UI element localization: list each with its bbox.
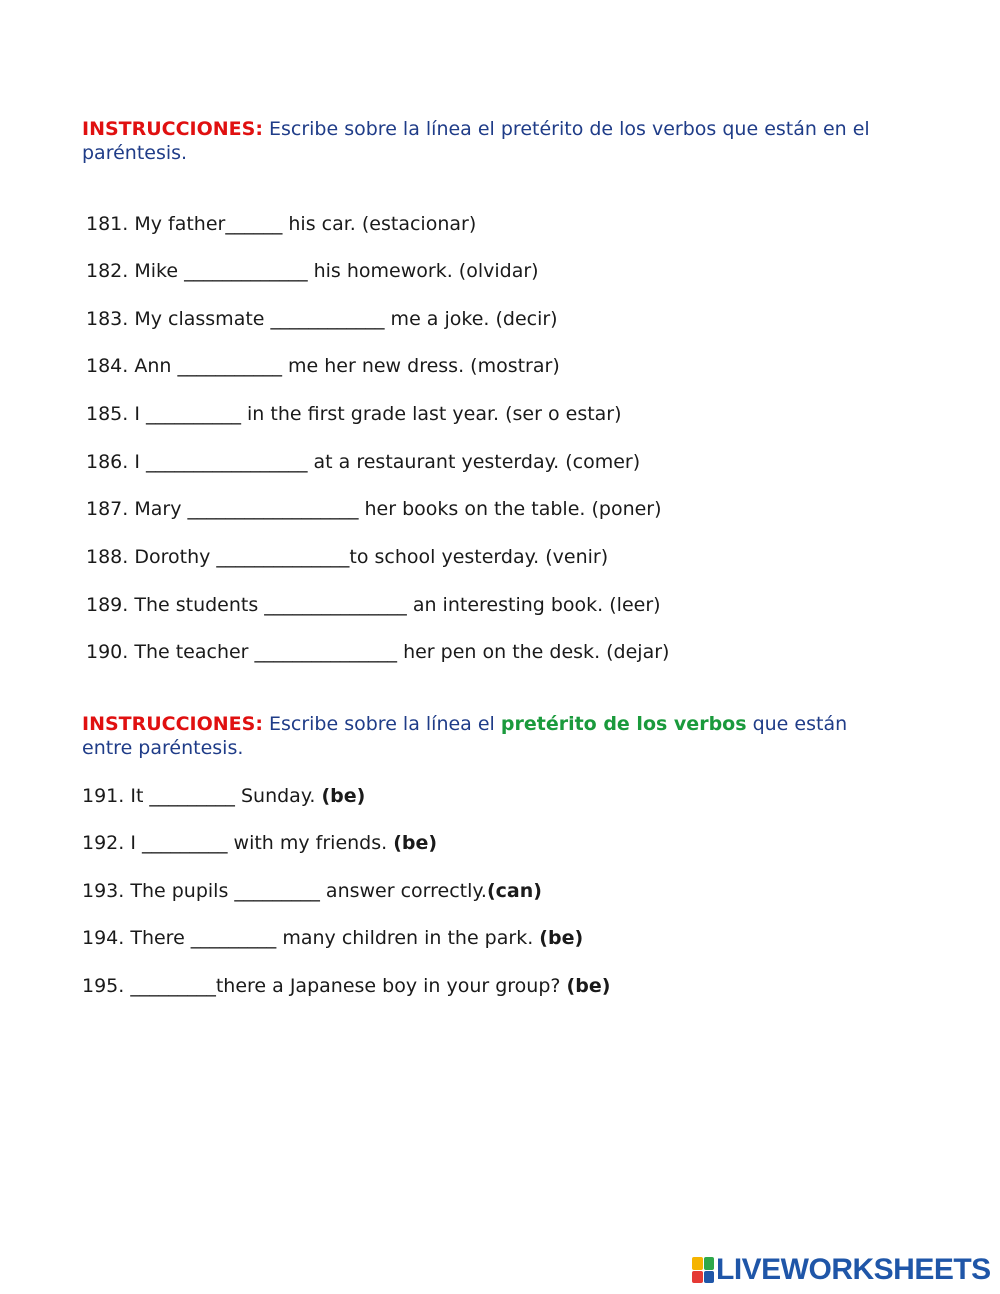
exercise-item-192[interactable] — [82, 831, 437, 855]
item-verb: (be) — [539, 927, 584, 949]
instructions-text: Escribe sobre la línea el — [262, 713, 501, 735]
exercise-item-191[interactable] — [82, 784, 365, 808]
item-verb: (can) — [486, 880, 542, 902]
exercise-item-186[interactable]: 186. I _________________ at a restaurant yesterday. (comer) — [86, 451, 641, 473]
exercise-item-187[interactable]: 187. Mary __________________ her books on the table. (poner) — [86, 498, 662, 520]
liveworksheets-logo[interactable] — [692, 1254, 991, 1286]
instructions-highlight: pretérito de los verbos — [500, 713, 747, 735]
item-verb: (be) — [393, 832, 438, 854]
item-verb: (be) — [566, 975, 611, 997]
instructions-label: INSTRUCCIONES: — [82, 118, 263, 140]
item-verb: (be) — [321, 785, 366, 807]
instructions-text-2: entre paréntesis. — [82, 737, 244, 759]
liveworksheets-logo-icon — [692, 1257, 714, 1283]
item-text: 194. There _________ many children in the park. — [82, 927, 540, 949]
item-text: 192. I _________ with my friends. — [82, 832, 394, 854]
exercise-item-190[interactable]: 190. The teacher _______________ her pen on the desk. (dejar) — [86, 641, 670, 663]
brand-name: LIVEWORKSHEETS — [716, 1253, 991, 1286]
item-text: 195. _________there a Japanese boy in your group? — [82, 975, 567, 997]
instructions-text: Escribe sobre la línea el pretérito de los verbos que están en el — [262, 118, 870, 140]
item-text: 191. It _________ Sunday. — [82, 785, 322, 807]
exercise-item-189[interactable]: 189. The students _______________ an interesting book. (leer) — [86, 594, 661, 616]
exercise-item-181[interactable]: 181. My father______ his car. (estacionar) — [86, 213, 477, 235]
instructions-label: INSTRUCCIONES: — [82, 713, 263, 735]
exercise-item-184[interactable]: 184. Ann ___________ me her new dress. (mostrar) — [86, 355, 560, 377]
exercise-item-185[interactable]: 185. I __________ in the first grade last year. (ser o estar) — [86, 403, 622, 425]
instructions-1 — [82, 117, 942, 165]
instructions-text-2: paréntesis. — [82, 142, 188, 164]
exercise-item-193[interactable] — [82, 879, 542, 903]
exercise-item-182[interactable]: 182. Mike _____________ his homework. (olvidar) — [86, 260, 539, 282]
item-text: 193. The pupils _________ answer correctly. — [82, 880, 487, 902]
exercise-item-188[interactable]: 188. Dorothy ______________to school yesterday. (venir) — [86, 546, 609, 568]
instructions-text-after: que están — [746, 713, 848, 735]
exercise-item-183[interactable]: 183. My classmate ____________ me a joke. (decir) — [86, 308, 558, 330]
instructions-2 — [82, 712, 942, 760]
exercise-item-194[interactable] — [82, 926, 583, 950]
exercise-item-195[interactable] — [82, 974, 610, 998]
